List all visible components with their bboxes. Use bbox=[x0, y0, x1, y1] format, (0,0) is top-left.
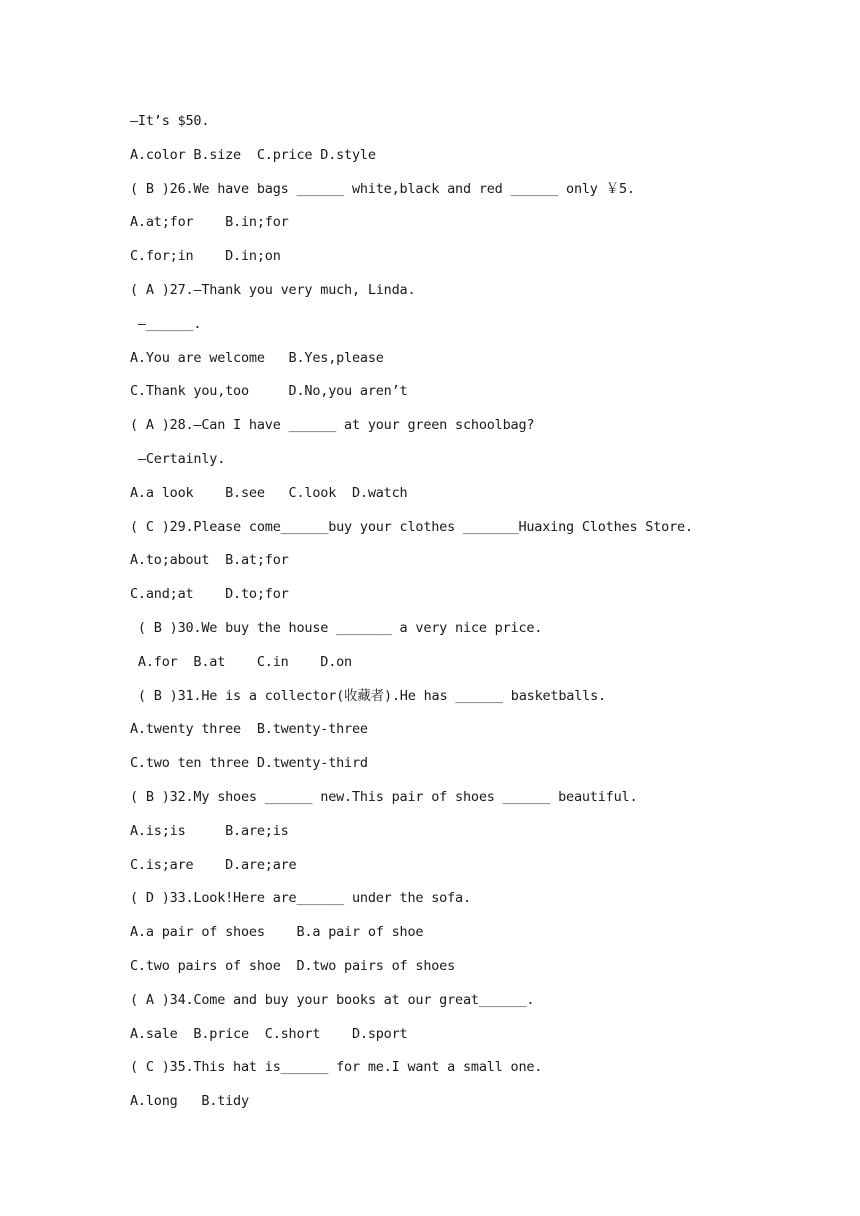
answer-options: C.is;are D.are;are bbox=[130, 856, 297, 873]
answer-options: C.and;at D.to;for bbox=[130, 586, 289, 603]
answer-options: C.two pairs of shoe D.two pairs of shoes bbox=[130, 957, 456, 974]
answer-options: C.Thank you,too D.No,you aren’t bbox=[130, 383, 408, 400]
question-26: ( B )26.We have bags ______ white,black and red ______ only ￥5. bbox=[130, 180, 635, 197]
answer-options: A.color B.size C.price D.style bbox=[130, 146, 376, 163]
question-29: ( C )29.Please come______buy your clothes _______Huaxing Clothes Store. bbox=[130, 518, 693, 535]
answer-options: A.sale B.price C.short D.sport bbox=[130, 1025, 408, 1042]
answer-options: A.to;about B.at;for bbox=[130, 552, 289, 569]
question-28: ( A )28.—Can I have ______ at your green schoolbag? bbox=[130, 417, 535, 434]
text-line: —______. bbox=[130, 315, 202, 332]
answer-options: A.is;is B.are;is bbox=[130, 822, 289, 839]
answer-options: A.long B.tidy bbox=[130, 1093, 249, 1110]
answer-options: C.for;in D.in;on bbox=[130, 248, 281, 265]
text-line: —It’s $50. bbox=[130, 113, 210, 129]
question-35: ( C )35.This hat is______ for me.I want a small one. bbox=[130, 1059, 543, 1076]
answer-options: A.a pair of shoes B.a pair of shoe bbox=[130, 924, 424, 941]
answer-options: A.at;for B.in;for bbox=[130, 214, 289, 231]
question-27: ( A )27.—Thank you very much, Linda. bbox=[130, 281, 416, 298]
question-31: ( B )31.He is a collector(收藏者).He has ______ basketballs. bbox=[130, 687, 606, 704]
question-32: ( B )32.My shoes ______ new.This pair of shoes ______ beautiful. bbox=[130, 788, 638, 805]
question-33: ( D )33.Look!Here are______ under the sofa. bbox=[130, 890, 471, 907]
answer-options: A.a look B.see C.look D.watch bbox=[130, 484, 408, 501]
text-body bbox=[130, 110, 830, 1124]
answer-options: A.You are welcome B.Yes,please bbox=[130, 349, 384, 366]
text-line: —Certainly. bbox=[130, 450, 226, 467]
answer-options: A.for B.at C.in D.on bbox=[130, 653, 352, 670]
answer-options: C.two ten three D.twenty-third bbox=[130, 755, 368, 772]
question-30: ( B )30.We buy the house _______ a very nice price. bbox=[130, 619, 543, 636]
question-34: ( A )34.Come and buy your books at our great______. bbox=[130, 991, 535, 1008]
answer-options: A.twenty three B.twenty-three bbox=[130, 721, 368, 738]
